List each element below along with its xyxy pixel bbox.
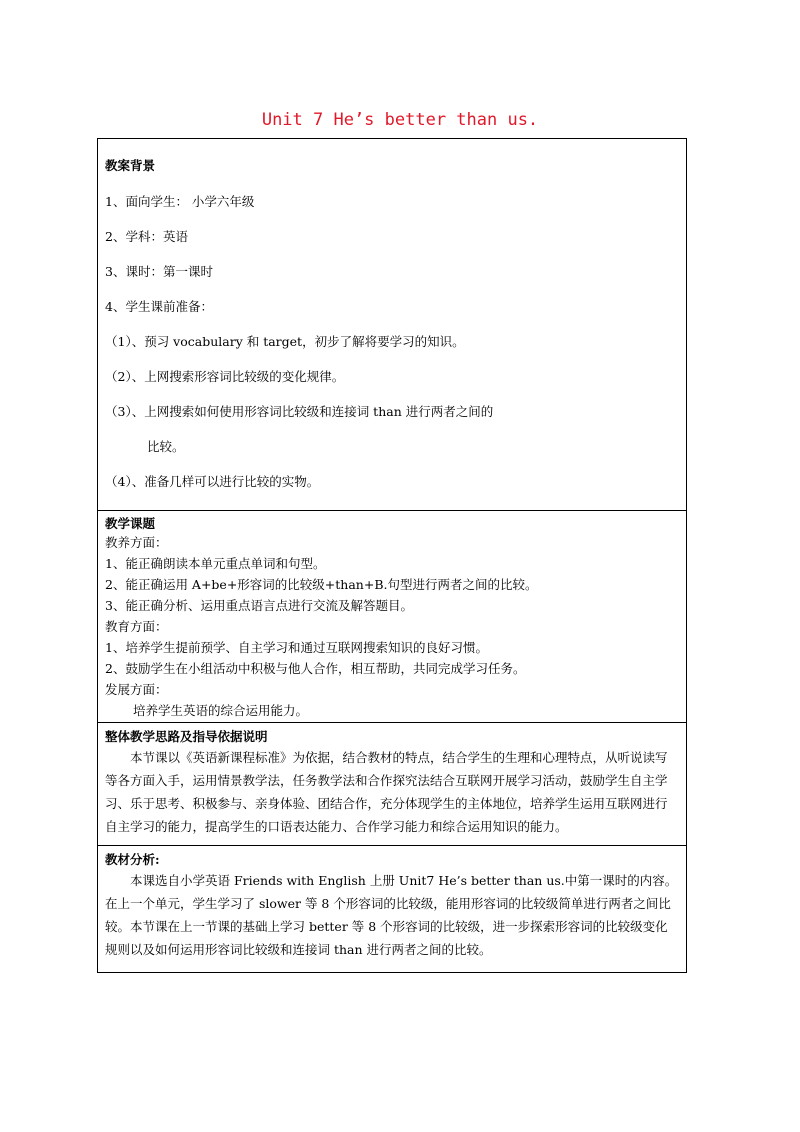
text-line: 1、能正确朗读本单元重点单词和句型。 xyxy=(105,556,326,571)
text-line: 3、能正确分析、运用重点语言点进行交流及解答题目。 xyxy=(105,598,413,613)
text-line: 教育方面： xyxy=(105,619,168,634)
section-background xyxy=(98,139,687,511)
section-material-analysis xyxy=(98,846,687,973)
text-line: （1）、预习 vocabulary 和 target，初步了解将要学习的知识。 xyxy=(105,334,465,349)
lesson-plan-table xyxy=(97,138,687,973)
text-line: 1、面向学生： 小学六年级 xyxy=(105,194,255,209)
paragraph: 本节课以《英语新课程标准》为依据，结合教材的特点，结合学生的生理和心理特点，从听说读写等各方面入手，运用情景教学法，任务教学法和合作探究法结合互联网开展学习活动，鼓励学生自主学习、乐于思考、积极参与、亲身体验、团结合作，充分体现学生的主体地位，培养学生运用互联网进行自主学习的能力，提高学生的口语表达能力、合作学习能力和综合运用知识的能力。 xyxy=(105,750,668,834)
text-line: 1、培养学生提前预学、自主学习和通过互联网搜索知识的良好习惯。 xyxy=(105,640,488,655)
text-line: （2）、上网搜索形容词比较级的变化规律。 xyxy=(105,369,345,384)
text-line: 3、课时：第一课时 xyxy=(105,264,213,279)
text-line: 4、学生课前准备： xyxy=(105,299,213,314)
section-heading: 整体教学思路及指导依据说明 xyxy=(105,729,268,744)
text-line: 比较。 xyxy=(147,439,185,454)
document-title: Unit 7 He’s better than us. xyxy=(261,110,539,130)
text-line: 2、学科：英语 xyxy=(105,229,188,244)
text-line: 发展方面： xyxy=(105,682,168,697)
text-line: 培养学生英语的综合运用能力。 xyxy=(133,703,309,718)
text-line: （4）、准备几样可以进行比较的实物。 xyxy=(105,474,320,489)
text-line: 2、能正确运用 A+be+形容词的比较级+than+B.句型进行两者之间的比较。 xyxy=(105,577,538,592)
section-heading: 教材分析: xyxy=(105,852,160,867)
section-heading: 教学课题 xyxy=(105,516,156,531)
text-line: 2、鼓励学生在小组活动中积极与他人合作，相互帮助，共同完成学习任务。 xyxy=(105,661,526,676)
paragraph: 本课选自小学英语 Friends with English 上册 Unit7 He’s better than us.中第一课时的内容。在上一个单元，学生学习了 slower 等 8 个形容词的比较级，能用形容词的比较级简单进行两者之间比较。本节课在上一节课的基础上学习 better 等 8 个形容词的比较级，进一步探索形容词的比较级变化规则以及如何运用形容词比较级和连接词 than 进行两者之间的比较。 xyxy=(105,873,678,957)
section-teaching-approach xyxy=(98,723,687,846)
text-line: 教养方面： xyxy=(105,535,168,550)
text-line: （3）、上网搜索如何使用形容词比较级和连接词 than 进行两者之间的 xyxy=(105,404,494,419)
section-heading: 教案背景 xyxy=(105,158,156,173)
section-topic xyxy=(98,511,687,723)
